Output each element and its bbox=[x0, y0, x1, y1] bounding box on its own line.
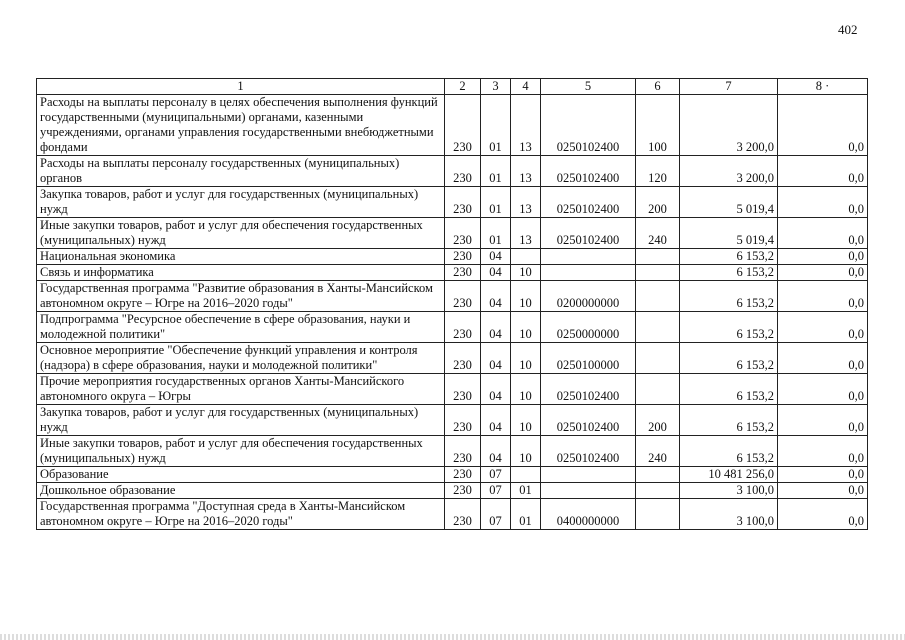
cell-target-article: 0400000000 bbox=[541, 499, 636, 530]
cell-subsection: 10 bbox=[511, 343, 541, 374]
column-header: 2 bbox=[445, 79, 481, 95]
cell-expense-type bbox=[636, 343, 680, 374]
row-name-cell: Иные закупки товаров, работ и услуг для обеспечения государственных (муниципальных) нужд bbox=[37, 218, 445, 249]
cell-expense-type bbox=[636, 374, 680, 405]
page-number: 402 bbox=[838, 22, 858, 37]
cell-amount: 6 153,2 bbox=[680, 405, 778, 436]
cell-amount: 6 153,2 bbox=[680, 312, 778, 343]
cell-amount-2: 0,0 bbox=[778, 249, 868, 265]
cell-code: 230 bbox=[445, 467, 481, 483]
cell-target-article bbox=[541, 249, 636, 265]
cell-expense-type bbox=[636, 249, 680, 265]
cell-subsection: 10 bbox=[511, 374, 541, 405]
cell-expense-type bbox=[636, 312, 680, 343]
cell-amount: 10 481 256,0 bbox=[680, 467, 778, 483]
column-header: 6 bbox=[636, 79, 680, 95]
cell-expense-type bbox=[636, 265, 680, 281]
cell-target-article bbox=[541, 483, 636, 499]
table-row bbox=[37, 483, 868, 499]
cell-code: 230 bbox=[445, 343, 481, 374]
table-row bbox=[37, 467, 868, 483]
column-header: 3 bbox=[481, 79, 511, 95]
cell-subsection: 10 bbox=[511, 405, 541, 436]
row-name-cell: Государственная программа "Развитие образования в Ханты-Мансийском автономном округе – Югре на 2016–2020 годы" bbox=[37, 281, 445, 312]
cell-subsection: 13 bbox=[511, 95, 541, 156]
cell-target-article: 0250100000 bbox=[541, 343, 636, 374]
cell-amount-2: 0,0 bbox=[778, 436, 868, 467]
table-row bbox=[37, 499, 868, 530]
row-name-cell: Связь и информатика bbox=[37, 265, 445, 281]
cell-target-article bbox=[541, 467, 636, 483]
row-name-cell: Национальная экономика bbox=[37, 249, 445, 265]
budget-table bbox=[36, 78, 868, 530]
cell-amount: 3 100,0 bbox=[680, 483, 778, 499]
table-row bbox=[37, 187, 868, 218]
cell-section: 04 bbox=[481, 265, 511, 281]
cell-amount: 6 153,2 bbox=[680, 281, 778, 312]
cell-subsection: 10 bbox=[511, 312, 541, 343]
cell-code: 230 bbox=[445, 156, 481, 187]
table-row bbox=[37, 156, 868, 187]
cell-expense-type: 240 bbox=[636, 436, 680, 467]
cell-amount: 5 019,4 bbox=[680, 187, 778, 218]
column-header: 4 bbox=[511, 79, 541, 95]
cell-code: 230 bbox=[445, 405, 481, 436]
cell-code: 230 bbox=[445, 483, 481, 499]
cell-subsection: 01 bbox=[511, 483, 541, 499]
row-name-cell: Закупка товаров, работ и услуг для государственных (муниципальных) нужд bbox=[37, 187, 445, 218]
cell-amount: 6 153,2 bbox=[680, 265, 778, 281]
column-header: 1 bbox=[37, 79, 445, 95]
column-header: 7 bbox=[680, 79, 778, 95]
cell-section: 07 bbox=[481, 483, 511, 499]
column-header: 5 bbox=[541, 79, 636, 95]
row-name-cell: Основное мероприятие "Обеспечение функций управления и контроля (надзора) в сфере образования, науки и молодежной политики" bbox=[37, 343, 445, 374]
cell-section: 07 bbox=[481, 499, 511, 530]
cell-code: 230 bbox=[445, 218, 481, 249]
cell-amount: 6 153,2 bbox=[680, 374, 778, 405]
cell-code: 230 bbox=[445, 249, 481, 265]
cell-amount: 6 153,2 bbox=[680, 249, 778, 265]
cell-amount-2: 0,0 bbox=[778, 265, 868, 281]
row-name-cell: Иные закупки товаров, работ и услуг для обеспечения государственных (муниципальных) нужд bbox=[37, 436, 445, 467]
cell-section: 04 bbox=[481, 374, 511, 405]
cell-section: 04 bbox=[481, 343, 511, 374]
cell-target-article: 0250000000 bbox=[541, 312, 636, 343]
cell-target-article: 0250102400 bbox=[541, 156, 636, 187]
cell-section: 01 bbox=[481, 187, 511, 218]
table-row bbox=[37, 312, 868, 343]
cell-expense-type: 100 bbox=[636, 95, 680, 156]
cell-amount-2: 0,0 bbox=[778, 343, 868, 374]
row-name-cell: Образование bbox=[37, 467, 445, 483]
table-row bbox=[37, 436, 868, 467]
cell-subsection: 13 bbox=[511, 218, 541, 249]
cell-amount-2: 0,0 bbox=[778, 218, 868, 249]
row-name-cell: Государственная программа "Доступная среда в Ханты-Мансийском автономном округе – Югре на 2016–2020 годы" bbox=[37, 499, 445, 530]
table-row bbox=[37, 374, 868, 405]
cell-amount-2: 0,0 bbox=[778, 467, 868, 483]
cell-expense-type bbox=[636, 483, 680, 499]
cell-code: 230 bbox=[445, 187, 481, 218]
cell-target-article: 0200000000 bbox=[541, 281, 636, 312]
table-row bbox=[37, 343, 868, 374]
cell-section: 04 bbox=[481, 312, 511, 343]
cell-amount-2: 0,0 bbox=[778, 499, 868, 530]
cell-target-article bbox=[541, 265, 636, 281]
table-row bbox=[37, 218, 868, 249]
cell-section: 04 bbox=[481, 249, 511, 265]
cell-subsection: 13 bbox=[511, 187, 541, 218]
cell-amount: 3 200,0 bbox=[680, 95, 778, 156]
cell-section: 04 bbox=[481, 281, 511, 312]
cell-subsection bbox=[511, 249, 541, 265]
cell-expense-type bbox=[636, 281, 680, 312]
row-name-cell: Закупка товаров, работ и услуг для государственных (муниципальных) нужд bbox=[37, 405, 445, 436]
table-row bbox=[37, 281, 868, 312]
scan-edge bbox=[0, 634, 905, 640]
table-row bbox=[37, 405, 868, 436]
cell-code: 230 bbox=[445, 499, 481, 530]
cell-amount: 3 200,0 bbox=[680, 156, 778, 187]
cell-amount: 6 153,2 bbox=[680, 343, 778, 374]
cell-amount: 5 019,4 bbox=[680, 218, 778, 249]
cell-subsection: 13 bbox=[511, 156, 541, 187]
cell-expense-type: 200 bbox=[636, 187, 680, 218]
table-row bbox=[37, 249, 868, 265]
cell-target-article: 0250102400 bbox=[541, 405, 636, 436]
cell-subsection: 10 bbox=[511, 281, 541, 312]
cell-section: 01 bbox=[481, 156, 511, 187]
row-name-cell: Расходы на выплаты персоналу в целях обеспечения выполнения функций государственными (муниципальными) органами, казенными учреждениями, органами управления государственными внебюджетными фондами bbox=[37, 95, 445, 156]
cell-subsection: 10 bbox=[511, 436, 541, 467]
cell-code: 230 bbox=[445, 265, 481, 281]
cell-amount-2: 0,0 bbox=[778, 187, 868, 218]
cell-target-article: 0250102400 bbox=[541, 218, 636, 249]
cell-section: 01 bbox=[481, 218, 511, 249]
cell-target-article: 0250102400 bbox=[541, 187, 636, 218]
cell-expense-type: 240 bbox=[636, 218, 680, 249]
cell-amount-2: 0,0 bbox=[778, 312, 868, 343]
cell-expense-type bbox=[636, 467, 680, 483]
cell-section: 07 bbox=[481, 467, 511, 483]
cell-amount: 3 100,0 bbox=[680, 499, 778, 530]
cell-section: 01 bbox=[481, 95, 511, 156]
cell-code: 230 bbox=[445, 436, 481, 467]
row-name-cell: Дошкольное образование bbox=[37, 483, 445, 499]
row-name-cell: Расходы на выплаты персоналу государственных (муниципальных) органов bbox=[37, 156, 445, 187]
cell-target-article: 0250102400 bbox=[541, 436, 636, 467]
cell-expense-type bbox=[636, 499, 680, 530]
cell-subsection: 10 bbox=[511, 265, 541, 281]
cell-target-article: 0250102400 bbox=[541, 374, 636, 405]
cell-subsection bbox=[511, 467, 541, 483]
row-name-cell: Прочие мероприятия государственных органов Ханты-Мансийского автономного округа – Югры bbox=[37, 374, 445, 405]
cell-amount-2: 0,0 bbox=[778, 374, 868, 405]
cell-code: 230 bbox=[445, 312, 481, 343]
row-name-cell: Подпрограмма "Ресурсное обеспечение в сфере образования, науки и молодежной политики" bbox=[37, 312, 445, 343]
table-row bbox=[37, 95, 868, 156]
table-row bbox=[37, 265, 868, 281]
cell-amount-2: 0,0 bbox=[778, 95, 868, 156]
cell-amount-2: 0,0 bbox=[778, 156, 868, 187]
cell-target-article: 0250102400 bbox=[541, 95, 636, 156]
cell-subsection: 01 bbox=[511, 499, 541, 530]
cell-section: 04 bbox=[481, 405, 511, 436]
cell-amount: 6 153,2 bbox=[680, 436, 778, 467]
cell-amount-2: 0,0 bbox=[778, 483, 868, 499]
cell-expense-type: 200 bbox=[636, 405, 680, 436]
cell-code: 230 bbox=[445, 374, 481, 405]
cell-code: 230 bbox=[445, 281, 481, 312]
cell-amount-2: 0,0 bbox=[778, 281, 868, 312]
table-header-row bbox=[37, 79, 868, 95]
column-header: 8 · bbox=[778, 79, 868, 95]
cell-code: 230 bbox=[445, 95, 481, 156]
cell-section: 04 bbox=[481, 436, 511, 467]
cell-expense-type: 120 bbox=[636, 156, 680, 187]
cell-amount-2: 0,0 bbox=[778, 405, 868, 436]
